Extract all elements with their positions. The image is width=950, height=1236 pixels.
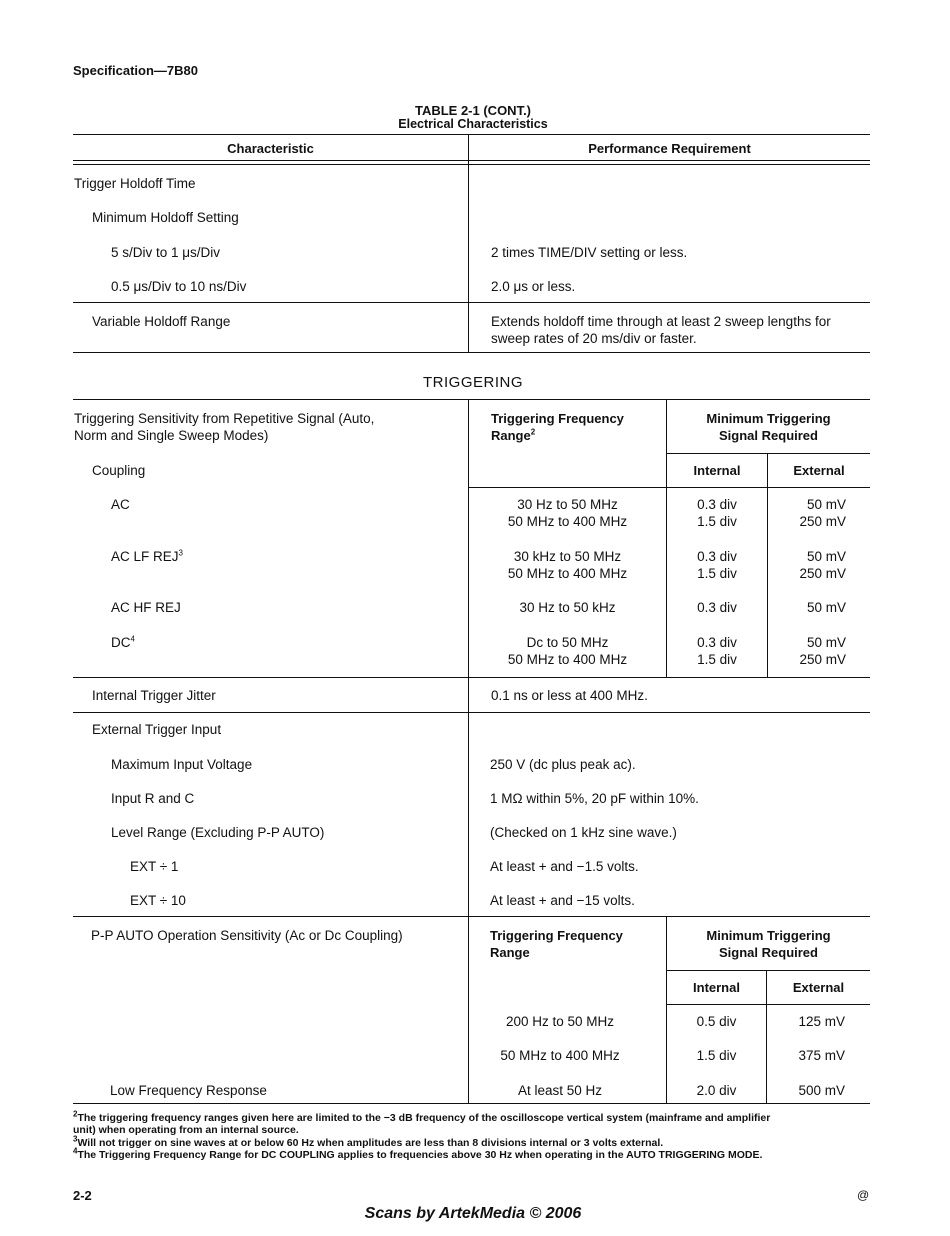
coupling-ac-lf-rej: AC LF REJ$^3$ — [111, 548, 183, 564]
aclf-frequency-1: 30 kHz to 50 MHz — [513, 549, 622, 564]
achf-frequency-1: 30 Hz to 50 kHz — [519, 600, 616, 615]
coupling-ac: AC — [111, 497, 130, 512]
coupling-dc: $DC^4$ — [111, 634, 135, 650]
rule — [73, 712, 870, 713]
footnote-ref-4: 4 — [130, 634, 135, 644]
minimum-holdoff-setting: Minimum Holdoff Setting — [92, 210, 239, 225]
dc-internal-2: 1.5 div — [697, 652, 737, 667]
internal-trigger-jitter-requirement: 0.1 ns or less at 400 MHz. — [491, 688, 648, 703]
rule — [666, 970, 870, 971]
pp-minimum-header-line-2: Signal Required — [719, 945, 818, 960]
table-subtitle: Electrical Characteristics — [398, 117, 548, 131]
footnote-3: $^3$Will not trigger on sine waves at or below 60 Hz when amplitudes are less than 8 divisions internal or 3 volts external. — [73, 1134, 664, 1149]
section-heading-triggering: TRIGGERING — [422, 374, 523, 391]
internal-header: Internal — [693, 463, 741, 478]
ext-div-1-requirement: At least + and −1.5 volts. — [490, 859, 639, 874]
minimum-triggering-header-line-1: Minimum Triggering — [706, 411, 831, 426]
dc-external-1: 50 mV — [806, 635, 846, 650]
variable-holdoff-requirement-line-1: Extends holdoff time through at least 2 sweep lengths for — [491, 314, 831, 329]
aclf-internal-1: 0.3 div — [697, 549, 737, 564]
rule — [73, 160, 870, 161]
pp-frequency-1: 200 Hz to 50 MHz — [505, 1014, 615, 1029]
pp-internal-1: 0.5 div — [696, 1014, 737, 1029]
ext-div-10-requirement: At least + and −15 volts. — [490, 893, 635, 908]
rule — [73, 916, 870, 917]
holdoff-range-2-requirement: 2.0 μs or less. — [491, 279, 576, 294]
low-frequency-response: Low Frequency Response — [110, 1083, 267, 1098]
rule — [73, 1103, 870, 1104]
column-divider — [468, 135, 469, 352]
rule — [666, 453, 870, 454]
internal-trigger-jitter: Internal Trigger Jitter — [92, 688, 216, 703]
pp-external-1: 125 mV — [798, 1014, 845, 1029]
holdoff-range-1: 5 s/Div to 1 μs/Div — [111, 245, 221, 260]
external-trigger-input: External Trigger Input — [92, 722, 222, 737]
pp-frequency-header-line-2: Range — [490, 945, 530, 960]
input-r-and-c: Input R and C — [111, 791, 195, 806]
holdoff-range-2: 0.5 μs/Div to 10 ns/Div — [111, 279, 247, 294]
footnote-ref-3: 3 — [178, 548, 183, 558]
column-header-performance: Performance Requirement — [588, 141, 751, 156]
aclf-external-2: 250 mV — [799, 566, 846, 581]
low-frequency-value: At least 50 Hz — [517, 1083, 603, 1098]
low-frequency-external: 500 mV — [798, 1083, 845, 1098]
aclf-external-1: 50 mV — [806, 549, 846, 564]
scan-credit: Scans by ArtekMedia © 2006 — [364, 1205, 582, 1222]
dc-internal-1: 0.3 div — [697, 635, 737, 650]
dc-external-2: 250 mV — [799, 652, 846, 667]
running-head: Specification—7B80 — [73, 63, 198, 78]
aclf-internal-2: 1.5 div — [697, 566, 737, 581]
footnote-2: $^2$The triggering frequency ranges given here are limited to the −3 dB frequency of the oscilloscope vertical system (mainframe and amplifier — [73, 1109, 771, 1124]
corner-mark: @ — [857, 1188, 870, 1202]
ext-div-1: EXT ÷ 1 — [130, 859, 179, 874]
triggering-sensitivity-line-1: Triggering Sensitivity from Repetitive Signal (Auto, — [74, 411, 375, 426]
footnote-ref-2: 2 — [530, 427, 536, 437]
triggering-sensitivity-line-2: Norm and Single Sweep Modes) — [74, 428, 269, 443]
dc-frequency-1: Dc to 50 MHz — [526, 635, 609, 650]
coupling-ac-hf-rej: AC HF REJ — [111, 600, 181, 615]
variable-holdoff-range: Variable Holdoff Range — [92, 314, 231, 329]
trigger-holdoff-time: Trigger Holdoff Time — [74, 176, 196, 191]
ac-external-1: 50 mV — [806, 497, 846, 512]
ac-internal-1: 0.3 div — [697, 497, 737, 512]
rule — [73, 399, 870, 400]
holdoff-range-1-requirement: 2 times TIME/DIV setting or less. — [491, 245, 688, 260]
footnote-4: $^4$The Triggering Frequency Range for DC COUPLING applies to frequencies above 30 Hz when operating in the AUTO TRIGGERING MODE. — [73, 1146, 763, 1161]
ext-div-10: EXT ÷ 10 — [130, 893, 186, 908]
table-title: TABLE 2-1 (CONT.) — [414, 103, 532, 118]
maximum-input-voltage: Maximum Input Voltage — [111, 757, 253, 772]
rule — [73, 677, 870, 678]
column-header-characteristic: Characteristic — [227, 141, 314, 156]
dc-frequency-2: 50 MHz to 400 MHz — [507, 652, 628, 667]
pp-external-2: 375 mV — [798, 1048, 845, 1063]
level-range-requirement: (Checked on 1 kHz sine wave.) — [490, 825, 677, 840]
footnote-2-cont: unit) when operating from an internal source. — [73, 1124, 299, 1136]
input-r-and-c-requirement: 1 MΩ within 5%, 20 pF within 10%. — [490, 791, 699, 806]
ac-frequency-2: 50 MHz to 400 MHz — [507, 514, 628, 529]
coupling-label: Coupling — [92, 463, 146, 478]
pp-frequency-2: 50 MHz to 400 MHz — [500, 1048, 620, 1063]
rule — [73, 352, 870, 353]
pp-internal-header: Internal — [693, 980, 740, 995]
low-frequency-internal: 2.0 div — [696, 1083, 737, 1098]
frequency-range-header-line-2: Range$^2$ — [491, 427, 536, 443]
achf-external-1: 50 mV — [806, 600, 846, 615]
pp-auto-sensitivity: P-P AUTO Operation Sensitivity (Ac or Dc Coupling) — [91, 928, 403, 943]
page-number: 2-2 — [73, 1188, 92, 1203]
ac-external-2: 250 mV — [799, 514, 846, 529]
rule — [666, 1004, 870, 1005]
pp-external-header: External — [792, 980, 845, 995]
pp-frequency-header-line-1: Triggering Frequency — [490, 928, 623, 943]
aclf-frequency-2: 50 MHz to 400 MHz — [507, 566, 628, 581]
level-range: Level Range (Excluding P-P AUTO) — [111, 825, 325, 840]
frequency-range-header-line-1: Triggering Frequency — [491, 411, 624, 426]
minimum-triggering-header-line-2: Signal Required — [719, 428, 818, 443]
rule — [73, 164, 870, 165]
pp-minimum-header-line-1: Minimum Triggering — [706, 928, 831, 943]
pp-internal-2: 1.5 div — [696, 1048, 737, 1063]
maximum-input-voltage-requirement: 250 V (dc plus peak ac). — [490, 757, 636, 772]
rule — [73, 302, 870, 303]
variable-holdoff-requirement-line-2: sweep rates of 20 ms/div or faster. — [491, 331, 697, 346]
rule — [73, 134, 870, 135]
achf-internal-1: 0.3 div — [697, 600, 737, 615]
external-header: External — [793, 463, 845, 478]
ac-internal-2: 1.5 div — [697, 514, 737, 529]
rule — [468, 487, 870, 488]
ac-frequency-1: 30 Hz to 50 MHz — [517, 497, 618, 512]
